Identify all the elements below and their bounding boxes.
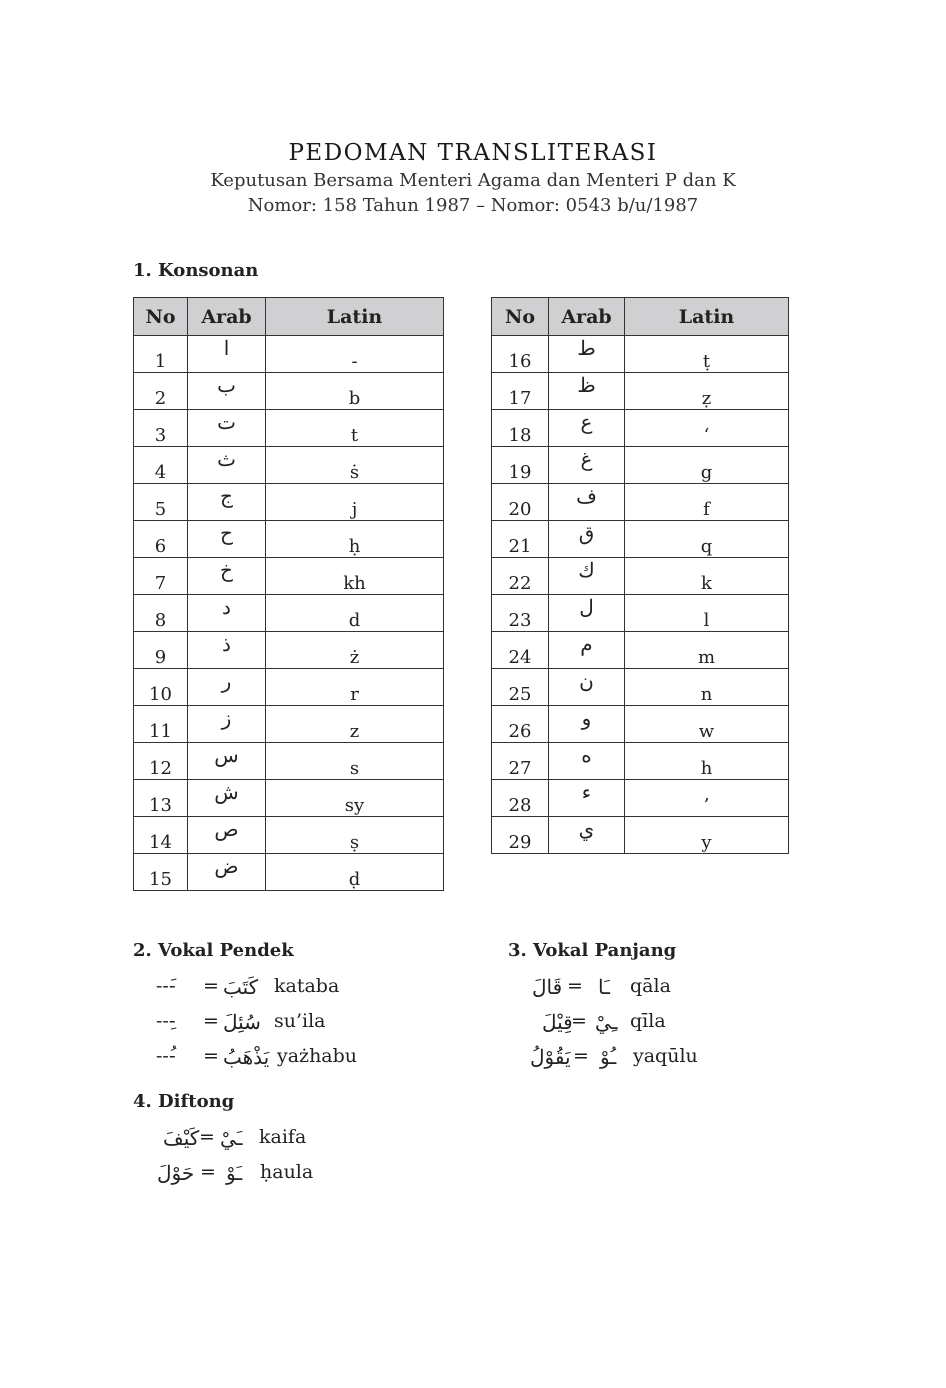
table-row: [134, 743, 444, 780]
page-header: [0, 140, 946, 216]
arabic-letter-cell: ط: [549, 336, 625, 373]
latin-example: yaqūlu: [633, 1045, 698, 1067]
arabic-letter-cell: ت: [188, 410, 266, 447]
latin-example: su’ila: [274, 1010, 326, 1032]
konsonan-heading: 1. Konsonan: [133, 260, 259, 281]
arabic-letter-cell: ه: [549, 743, 625, 780]
latin-cell: h: [625, 743, 789, 780]
latin-cell: ’: [625, 780, 789, 817]
table-row: [492, 669, 789, 706]
latin-example: kaifa: [259, 1126, 307, 1148]
arabic-letter-cell: س: [188, 743, 266, 780]
number-cell: 18: [492, 410, 549, 447]
arabic-example: حَوْلَ: [157, 1161, 195, 1185]
number-cell: 2: [134, 373, 188, 410]
latin-example: qāla: [630, 975, 671, 997]
table-row: [134, 521, 444, 558]
number-cell: 5: [134, 484, 188, 521]
equals-sign: =: [200, 1161, 216, 1183]
equals-sign: =: [571, 1010, 587, 1032]
column-header-latin: Latin: [266, 298, 444, 336]
arabic-example: قَالَ: [532, 975, 563, 999]
table-row: [492, 595, 789, 632]
table-row: [134, 817, 444, 854]
arabic-example: كَيْفَ: [163, 1126, 200, 1150]
arabic-letter-cell: ذ: [188, 632, 266, 669]
latin-cell: ṡ: [266, 447, 444, 484]
number-cell: 11: [134, 706, 188, 743]
equals-sign: =: [203, 975, 219, 997]
number-cell: 12: [134, 743, 188, 780]
konsonan-table-right: [491, 297, 789, 854]
arabic-letter-cell: ق: [549, 521, 625, 558]
arabic-example: سُئِلَ: [223, 1010, 261, 1034]
arabic-letter-cell: غ: [549, 447, 625, 484]
equals-sign: =: [199, 1126, 215, 1148]
equals-sign: =: [203, 1010, 219, 1032]
table-row: [492, 373, 789, 410]
latin-cell: sy: [266, 780, 444, 817]
latin-cell: q: [625, 521, 789, 558]
number-cell: 24: [492, 632, 549, 669]
vowel-sign: ---ِ: [156, 1010, 176, 1032]
number-cell: 20: [492, 484, 549, 521]
latin-cell: z: [266, 706, 444, 743]
number-cell: 25: [492, 669, 549, 706]
arabic-letter-cell: ل: [549, 595, 625, 632]
arabic-example: يَذْهَبُ: [223, 1045, 270, 1069]
table-row: [492, 743, 789, 780]
arabic-letter-cell: ض: [188, 854, 266, 891]
latin-cell: g: [625, 447, 789, 484]
latin-cell: ṣ: [266, 817, 444, 854]
table-row: [134, 484, 444, 521]
number-cell: 6: [134, 521, 188, 558]
table-row: [492, 706, 789, 743]
latin-cell: j: [266, 484, 444, 521]
latin-cell: ḥ: [266, 521, 444, 558]
latin-example: yażhabu: [277, 1045, 358, 1067]
table-row: [492, 632, 789, 669]
table-row: [492, 447, 789, 484]
number-cell: 23: [492, 595, 549, 632]
vowel-sign: ـَيْ: [220, 1126, 243, 1150]
table-row: [134, 410, 444, 447]
latin-example: ḥaula: [260, 1161, 314, 1183]
table-row: [492, 484, 789, 521]
latin-cell: l: [625, 595, 789, 632]
arabic-letter-cell: د: [188, 595, 266, 632]
vowel-sign: ـُوْ: [600, 1045, 617, 1069]
number-cell: 13: [134, 780, 188, 817]
latin-cell: y: [625, 817, 789, 854]
latin-cell: k: [625, 558, 789, 595]
number-cell: 10: [134, 669, 188, 706]
latin-cell: d: [266, 595, 444, 632]
table-row: [492, 336, 789, 373]
table-row: [134, 780, 444, 817]
table-row: [492, 410, 789, 447]
arabic-letter-cell: ء: [549, 780, 625, 817]
table-row: [492, 521, 789, 558]
equals-sign: =: [573, 1045, 589, 1067]
number-cell: 9: [134, 632, 188, 669]
arabic-letter-cell: ج: [188, 484, 266, 521]
number-cell: 26: [492, 706, 549, 743]
number-cell: 16: [492, 336, 549, 373]
arabic-letter-cell: ص: [188, 817, 266, 854]
latin-cell: w: [625, 706, 789, 743]
latin-example: qīla: [630, 1010, 666, 1032]
table-row: [134, 447, 444, 484]
number-cell: 4: [134, 447, 188, 484]
latin-cell: b: [266, 373, 444, 410]
table-row: [134, 336, 444, 373]
arabic-letter-cell: و: [549, 706, 625, 743]
latin-cell: ‘: [625, 410, 789, 447]
diftong-heading: 4. Diftong: [133, 1091, 235, 1112]
table-row: [134, 558, 444, 595]
decree-line: Keputusan Bersama Menteri Agama dan Menteri P dan K: [210, 170, 736, 191]
arabic-letter-cell: ظ: [549, 373, 625, 410]
arabic-letter-cell: ش: [188, 780, 266, 817]
vokal-panjang-heading: 3. Vokal Panjang: [508, 940, 677, 961]
arabic-letter-cell: ا: [188, 336, 266, 373]
number-cell: 15: [134, 854, 188, 891]
number-cell: 19: [492, 447, 549, 484]
number-cell: 3: [134, 410, 188, 447]
equals-sign: =: [567, 975, 583, 997]
arabic-letter-cell: ف: [549, 484, 625, 521]
latin-cell: r: [266, 669, 444, 706]
latin-cell: f: [625, 484, 789, 521]
number-cell: 8: [134, 595, 188, 632]
arabic-example: يَقُوْلُ: [530, 1045, 571, 1069]
arabic-example: كَتَبَ: [223, 975, 259, 999]
equals-sign: =: [203, 1045, 219, 1067]
arabic-example: قِيْلَ: [542, 1010, 573, 1034]
arabic-letter-cell: ع: [549, 410, 625, 447]
table-row: [134, 595, 444, 632]
table-row: [134, 669, 444, 706]
latin-cell: ż: [266, 632, 444, 669]
vowel-sign: ـَوْ: [226, 1161, 243, 1185]
latin-cell: ẓ: [625, 373, 789, 410]
arabic-letter-cell: م: [549, 632, 625, 669]
number-cell: 21: [492, 521, 549, 558]
konsonan-table-left: [133, 297, 444, 891]
page-title: PEDOMAN TRANSLITERASI: [288, 140, 658, 166]
arabic-letter-cell: ي: [549, 817, 625, 854]
table-row: [492, 780, 789, 817]
vokal-pendek-heading: 2. Vokal Pendek: [133, 940, 294, 961]
column-header-arab: Arab: [549, 298, 625, 336]
table-row: [492, 817, 789, 854]
latin-cell: m: [625, 632, 789, 669]
latin-cell: ṭ: [625, 336, 789, 373]
number-cell: 22: [492, 558, 549, 595]
number-cell: 14: [134, 817, 188, 854]
column-header-no: No: [134, 298, 188, 336]
column-header-arab: Arab: [188, 298, 266, 336]
number-cell: 27: [492, 743, 549, 780]
table-row: [134, 632, 444, 669]
vowel-sign: ---ُ: [156, 1045, 176, 1067]
number-cell: 17: [492, 373, 549, 410]
decree-number-line: Nomor: 158 Tahun 1987 – Nomor: 0543 b/u/1987: [247, 195, 699, 216]
vowel-sign: ـَا: [598, 975, 610, 999]
arabic-letter-cell: ر: [188, 669, 266, 706]
latin-cell: -: [266, 336, 444, 373]
arabic-letter-cell: ك: [549, 558, 625, 595]
number-cell: 29: [492, 817, 549, 854]
table-row: [134, 706, 444, 743]
latin-cell: n: [625, 669, 789, 706]
arabic-letter-cell: ب: [188, 373, 266, 410]
arabic-letter-cell: خ: [188, 558, 266, 595]
arabic-letter-cell: ن: [549, 669, 625, 706]
vowel-sign: ---َ: [156, 975, 176, 997]
latin-cell: t: [266, 410, 444, 447]
vowel-sign: ـِيْ: [595, 1010, 618, 1034]
arabic-letter-cell: ز: [188, 706, 266, 743]
table-row: [134, 854, 444, 891]
table-row: [492, 558, 789, 595]
column-header-no: No: [492, 298, 549, 336]
number-cell: 1: [134, 336, 188, 373]
latin-cell: ḍ: [266, 854, 444, 891]
arabic-letter-cell: ح: [188, 521, 266, 558]
latin-cell: s: [266, 743, 444, 780]
arabic-letter-cell: ث: [188, 447, 266, 484]
latin-cell: kh: [266, 558, 444, 595]
column-header-latin: Latin: [625, 298, 789, 336]
table-row: [134, 373, 444, 410]
latin-example: kataba: [274, 975, 340, 997]
number-cell: 28: [492, 780, 549, 817]
number-cell: 7: [134, 558, 188, 595]
